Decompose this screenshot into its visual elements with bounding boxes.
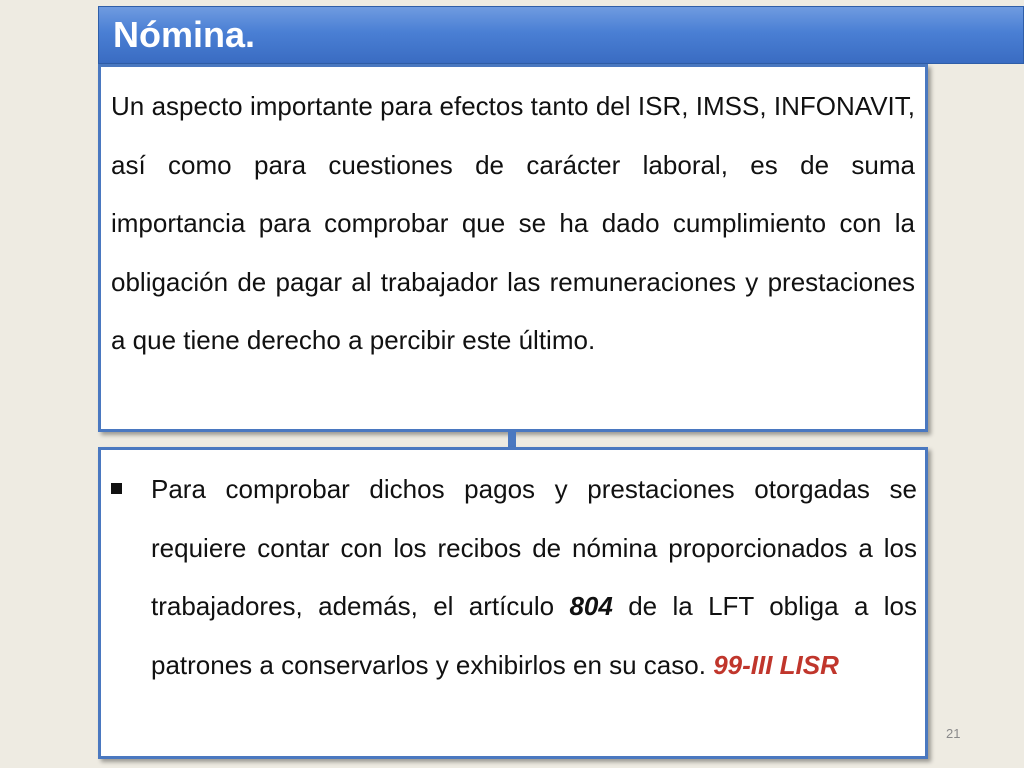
bottom-text-box [98, 447, 928, 759]
article-number: 804 [569, 591, 613, 622]
slide-title: Nómina. [113, 14, 256, 55]
legal-reference: 99-III LISR [713, 649, 839, 680]
bullet-text-part2: de la LFT obliga a los patrones a conservarlos y exhibirlos en su caso. [151, 591, 918, 680]
square-bullet-icon [111, 483, 122, 494]
top-text-box [98, 64, 928, 432]
slide-title-bar [98, 6, 1024, 64]
bullet-text-part1: Para comprobar dichos pagos y prestaciones otorgadas se requiere contar con los recibos de nómina proporcionados a los trabajadores, además, el artículo [151, 474, 917, 622]
box-connector [508, 432, 516, 447]
top-paragraph: Un aspecto importante para efectos tanto del ISR, IMSS, INFONAVIT, así como para cuestiones de carácter laboral, es de suma importancia para comprobar que se ha dado cumplimiento con la obligación de pagar al trabajador las remuneraciones y prestaciones a que tiene derecho a percibir este último. [111, 91, 915, 356]
page-number: 21 [946, 726, 961, 741]
bullet-paragraph [151, 460, 917, 694]
